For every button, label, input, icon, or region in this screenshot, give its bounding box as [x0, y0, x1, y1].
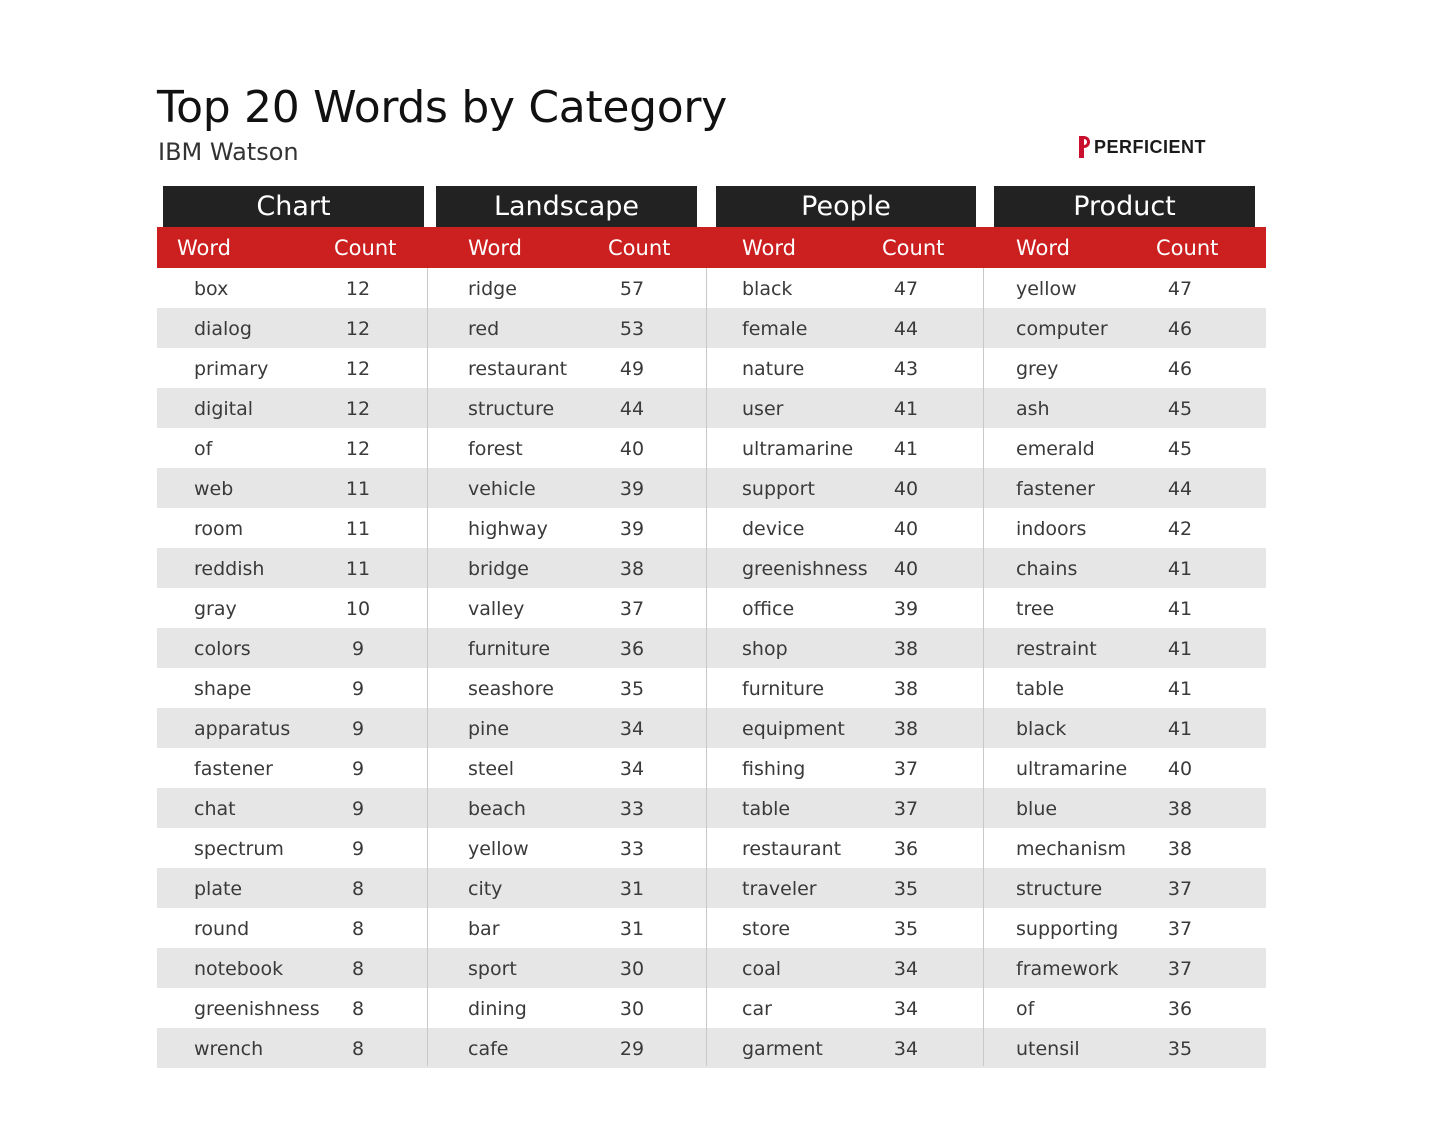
count-cell: 12 [345, 358, 371, 380]
word-cell: ash [1016, 398, 1050, 420]
word-cell: bar [468, 918, 500, 940]
word-cell: web [194, 478, 234, 500]
count-cell: 37 [893, 798, 919, 820]
count-column-header: Count [882, 236, 945, 260]
count-cell: 41 [1167, 678, 1193, 700]
row-stripe [157, 548, 1266, 588]
count-cell: 40 [893, 558, 919, 580]
count-cell: 34 [893, 998, 919, 1020]
count-cell: 41 [1167, 638, 1193, 660]
word-cell: coal [742, 958, 781, 980]
word-cell: yellow [1016, 278, 1077, 300]
word-cell: framework [1016, 958, 1119, 980]
word-cell: structure [1016, 878, 1103, 900]
word-cell: plate [194, 878, 243, 900]
count-cell: 37 [893, 758, 919, 780]
word-cell: emerald [1016, 438, 1095, 460]
word-cell: apparatus [194, 718, 291, 740]
count-cell: 37 [619, 598, 645, 620]
count-cell: 41 [893, 438, 919, 460]
count-cell: 36 [893, 838, 919, 860]
count-cell: 38 [1167, 838, 1193, 860]
word-cell: mechanism [1016, 838, 1127, 860]
count-cell: 9 [351, 718, 365, 740]
row-stripe [157, 1028, 1266, 1068]
count-cell: 30 [619, 998, 645, 1020]
count-cell: 41 [1167, 718, 1193, 740]
count-cell: 9 [351, 838, 365, 860]
count-cell: 41 [1167, 598, 1193, 620]
word-cell: ultramarine [1016, 758, 1128, 780]
word-cell: furniture [742, 678, 825, 700]
count-cell: 38 [1167, 798, 1193, 820]
word-cell: furniture [468, 638, 551, 660]
count-cell: 35 [893, 878, 919, 900]
word-cell: shape [194, 678, 252, 700]
count-cell: 38 [893, 718, 919, 740]
word-cell: forest [468, 438, 523, 460]
count-cell: 8 [351, 998, 365, 1020]
count-cell: 47 [1167, 278, 1193, 300]
word-cell: car [742, 998, 772, 1020]
word-cell: greenishness [194, 998, 320, 1020]
word-cell: grey [1016, 358, 1059, 380]
count-cell: 57 [619, 278, 645, 300]
count-cell: 40 [893, 518, 919, 540]
count-cell: 34 [893, 958, 919, 980]
count-cell: 39 [619, 518, 645, 540]
count-column-header: Count [1156, 236, 1219, 260]
word-cell: structure [468, 398, 555, 420]
word-cell: room [194, 518, 244, 540]
count-column-header: Count [608, 236, 671, 260]
word-cell: notebook [194, 958, 284, 980]
count-cell: 45 [1167, 398, 1193, 420]
count-cell: 41 [893, 398, 919, 420]
word-cell: supporting [1016, 918, 1119, 940]
count-cell: 44 [893, 318, 919, 340]
word-cell: pine [468, 718, 510, 740]
word-cell: office [742, 598, 795, 620]
word-cell: of [1016, 998, 1035, 1020]
count-cell: 41 [1167, 558, 1193, 580]
count-cell: 37 [1167, 918, 1193, 940]
word-cell: nature [742, 358, 805, 380]
column-header-band [157, 227, 1266, 268]
word-cell: shop [742, 638, 788, 660]
count-cell: 11 [345, 558, 371, 580]
brand-logo-icon [1079, 136, 1092, 158]
word-cell: spectrum [194, 838, 284, 860]
word-cell: restraint [1016, 638, 1097, 660]
word-cell: user [742, 398, 784, 420]
word-column-header: Word [742, 236, 796, 260]
row-stripe [157, 388, 1266, 428]
category-header: Chart [163, 186, 424, 227]
word-cell: equipment [742, 718, 845, 740]
word-cell: support [742, 478, 815, 500]
count-cell: 9 [351, 678, 365, 700]
count-cell: 38 [893, 678, 919, 700]
count-cell: 34 [893, 1038, 919, 1060]
count-cell: 8 [351, 958, 365, 980]
word-cell: ridge [468, 278, 517, 300]
word-cell: fastener [194, 758, 273, 780]
count-cell: 8 [351, 1038, 365, 1060]
word-cell: wrench [194, 1038, 264, 1060]
word-column-header: Word [177, 236, 231, 260]
page-title: Top 20 Words by Category [157, 82, 727, 133]
word-cell: valley [468, 598, 525, 620]
word-cell: restaurant [742, 838, 842, 860]
count-cell: 12 [345, 278, 371, 300]
count-cell: 37 [1167, 958, 1193, 980]
word-cell: digital [194, 398, 254, 420]
row-stripe [157, 788, 1266, 828]
word-cell: fishing [742, 758, 806, 780]
word-cell: city [468, 878, 503, 900]
count-cell: 30 [619, 958, 645, 980]
count-cell: 45 [1167, 438, 1193, 460]
word-cell: sport [468, 958, 517, 980]
count-cell: 8 [351, 918, 365, 940]
word-column-header: Word [468, 236, 522, 260]
count-cell: 39 [893, 598, 919, 620]
count-cell: 9 [351, 798, 365, 820]
word-column-header: Word [1016, 236, 1070, 260]
word-cell: chains [1016, 558, 1078, 580]
word-cell: yellow [468, 838, 529, 860]
word-cell: dialog [194, 318, 252, 340]
count-cell: 12 [345, 398, 371, 420]
column-divider [427, 268, 428, 1066]
word-cell: restaurant [468, 358, 568, 380]
count-cell: 35 [893, 918, 919, 940]
count-cell: 44 [1167, 478, 1193, 500]
count-cell: 38 [893, 638, 919, 660]
count-cell: 53 [619, 318, 645, 340]
word-cell: black [1016, 718, 1067, 740]
count-cell: 43 [893, 358, 919, 380]
category-header: People [716, 186, 976, 227]
count-cell: 44 [619, 398, 645, 420]
row-stripe [157, 468, 1266, 508]
count-cell: 34 [619, 758, 645, 780]
count-cell: 34 [619, 718, 645, 740]
count-cell: 12 [345, 438, 371, 460]
word-cell: blue [1016, 798, 1058, 820]
word-cell: seashore [468, 678, 554, 700]
row-stripe [157, 708, 1266, 748]
count-cell: 33 [619, 798, 645, 820]
word-cell: of [194, 438, 213, 460]
word-cell: round [194, 918, 250, 940]
word-cell: bridge [468, 558, 529, 580]
count-cell: 49 [619, 358, 645, 380]
count-cell: 10 [345, 598, 371, 620]
column-divider [706, 268, 707, 1066]
count-cell: 46 [1167, 358, 1193, 380]
word-cell: box [194, 278, 229, 300]
word-cell: colors [194, 638, 251, 660]
word-cell: reddish [194, 558, 265, 580]
category-header: Product [994, 186, 1255, 227]
page-subtitle: IBM Watson [158, 138, 299, 166]
word-cell: garment [742, 1038, 823, 1060]
word-cell: cafe [468, 1038, 509, 1060]
word-cell: steel [468, 758, 515, 780]
word-cell: beach [468, 798, 526, 820]
word-cell: utensil [1016, 1038, 1080, 1060]
count-cell: 38 [619, 558, 645, 580]
count-cell: 35 [619, 678, 645, 700]
category-header: Landscape [436, 186, 697, 227]
word-cell: ultramarine [742, 438, 854, 460]
count-cell: 11 [345, 478, 371, 500]
count-column-header: Count [334, 236, 397, 260]
word-cell: indoors [1016, 518, 1087, 540]
word-cell: red [468, 318, 500, 340]
count-cell: 39 [619, 478, 645, 500]
count-cell: 40 [619, 438, 645, 460]
count-cell: 9 [351, 638, 365, 660]
count-cell: 11 [345, 518, 371, 540]
count-cell: 29 [619, 1038, 645, 1060]
word-cell: female [742, 318, 808, 340]
word-cell: computer [1016, 318, 1108, 340]
word-cell: highway [468, 518, 548, 540]
word-cell: fastener [1016, 478, 1095, 500]
word-cell: greenishness [742, 558, 868, 580]
count-cell: 40 [893, 478, 919, 500]
word-cell: table [1016, 678, 1065, 700]
word-cell: store [742, 918, 791, 940]
word-cell: primary [194, 358, 269, 380]
count-cell: 36 [1167, 998, 1193, 1020]
brand-name: PERFICIENT [1094, 136, 1207, 157]
word-cell: chat [194, 798, 236, 820]
count-cell: 12 [345, 318, 371, 340]
word-cell: gray [194, 598, 237, 620]
brand-logo [1079, 134, 1206, 160]
word-cell: device [742, 518, 805, 540]
column-divider [983, 268, 984, 1066]
count-cell: 36 [619, 638, 645, 660]
word-cell: table [742, 798, 791, 820]
count-cell: 35 [1167, 1038, 1193, 1060]
count-cell: 31 [619, 878, 645, 900]
count-cell: 46 [1167, 318, 1193, 340]
word-cell: traveler [742, 878, 817, 900]
count-cell: 47 [893, 278, 919, 300]
word-cell: black [742, 278, 793, 300]
count-cell: 37 [1167, 878, 1193, 900]
row-stripe [157, 628, 1266, 668]
word-cell: tree [1016, 598, 1055, 620]
count-cell: 31 [619, 918, 645, 940]
word-cell: dining [468, 998, 527, 1020]
count-cell: 9 [351, 758, 365, 780]
count-cell: 8 [351, 878, 365, 900]
count-cell: 42 [1167, 518, 1193, 540]
word-cell: vehicle [468, 478, 536, 500]
count-cell: 33 [619, 838, 645, 860]
count-cell: 40 [1167, 758, 1193, 780]
